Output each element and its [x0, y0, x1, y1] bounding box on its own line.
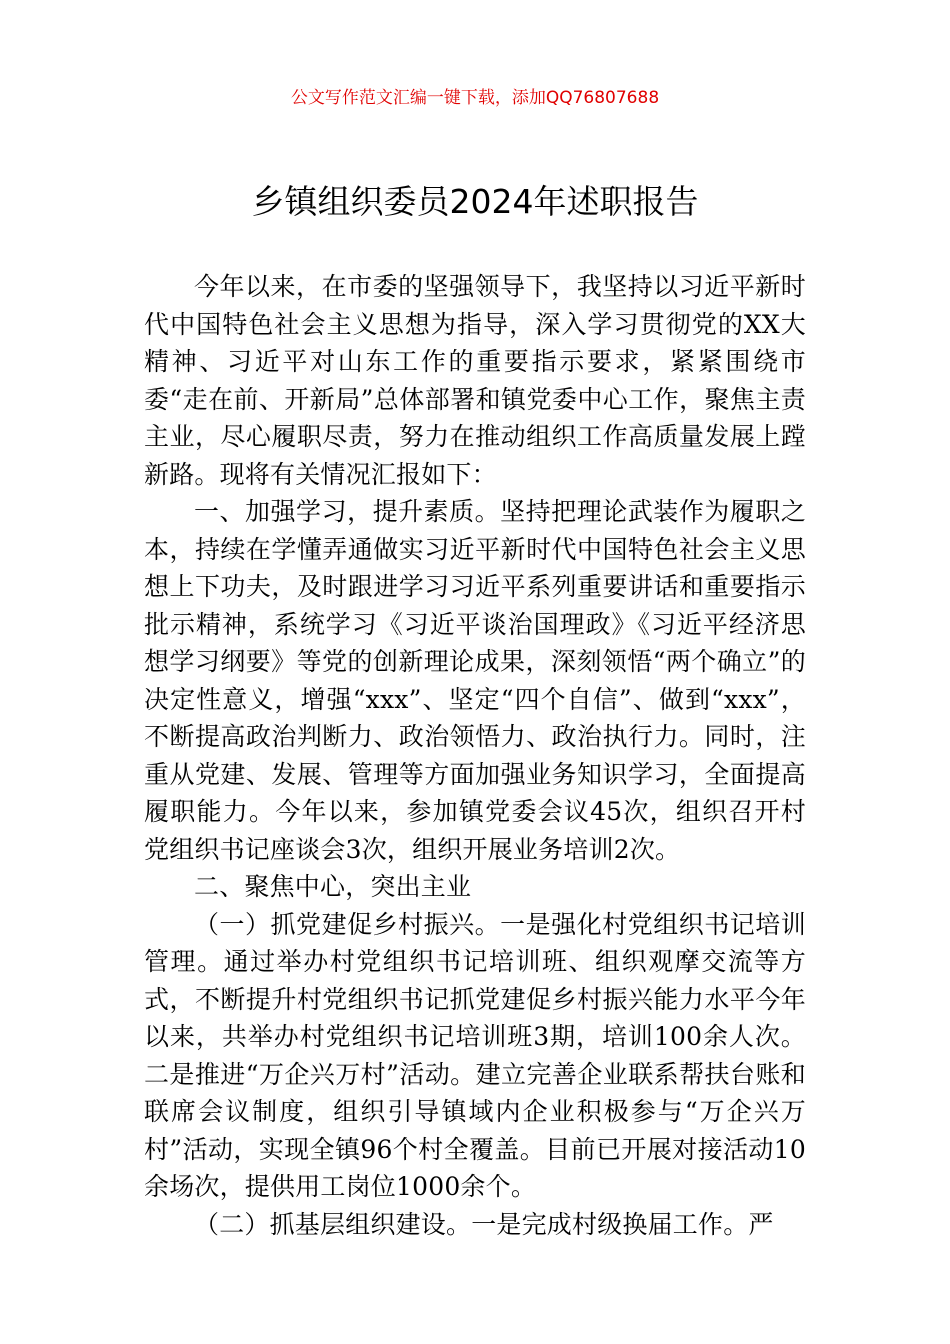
subsection-2-paragraph: （二）抓基层组织建设。一是完成村级换届工作。严: [194, 1209, 774, 1239]
section-2-heading: 二、聚焦中心，突出主业: [194, 872, 472, 901]
section-1-paragraph: 一、加强学习，提升素质。坚持把理论武装作为履职之本，持续在学懂弄通做实习近平新时代中国特色社会主义思想上下功夫，及时跟进学习习近平系列重要讲话和重要指示批示精神，系统学习《习近平谈治国理政》《习近平经济思想学习纲要》等党的创新理论成果，深刻领悟“两个确立”的决定性意义，增强“xxx”、坚定“四个自信”、做到“xxx”，不断提高政治判断力、政治领悟力、政治执行力。同时，注重从党建、发展、管理等方面加强业务知识学习，全面提高履职能力。今年以来，参加镇党委会议45次，组织召开村党组织书记座谈会3次，组织开展业务培训2次。: [144, 497, 806, 864]
report-title: 乡镇组织委员2024年述职报告: [251, 182, 699, 221]
subsection-1-paragraph: （一）抓党建促乡村振兴。一是强化村党组织书记培训管理。通过举办村党组织书记培训班、组织观摩交流等方式，不断提升村党组织书记抓党建促乡村振兴能力水平今年以来，共举办村党组织书记培训班3期，培训100余人次。二是推进“万企兴万村”活动。建立完善企业联系帮扶台账和联席会议制度，组织引导镇域内企业积极参与“万企兴万村”活动，实现全镇96个村全覆盖。目前已开展对接活动10余场次，提供用工岗位1000余个。: [144, 909, 806, 1201]
report-body: [144, 268, 806, 1243]
download-note: 公文写作范文汇编一键下载，添加QQ76807688: [290, 88, 660, 108]
intro-paragraph: 今年以来，在市委的坚强领导下，我坚持以习近平新时代中国特色社会主义思想为指导，深入学习贯彻党的XX大精神、习近平对山东工作的重要指示要求，紧紧围绕市委“走在前、开新局”总体部署和镇党委中心工作，聚焦主责主业，尽心履职尽责，努力在推动组织工作高质量发展上蹚新路。现将有关情况汇报如下：: [144, 272, 806, 489]
